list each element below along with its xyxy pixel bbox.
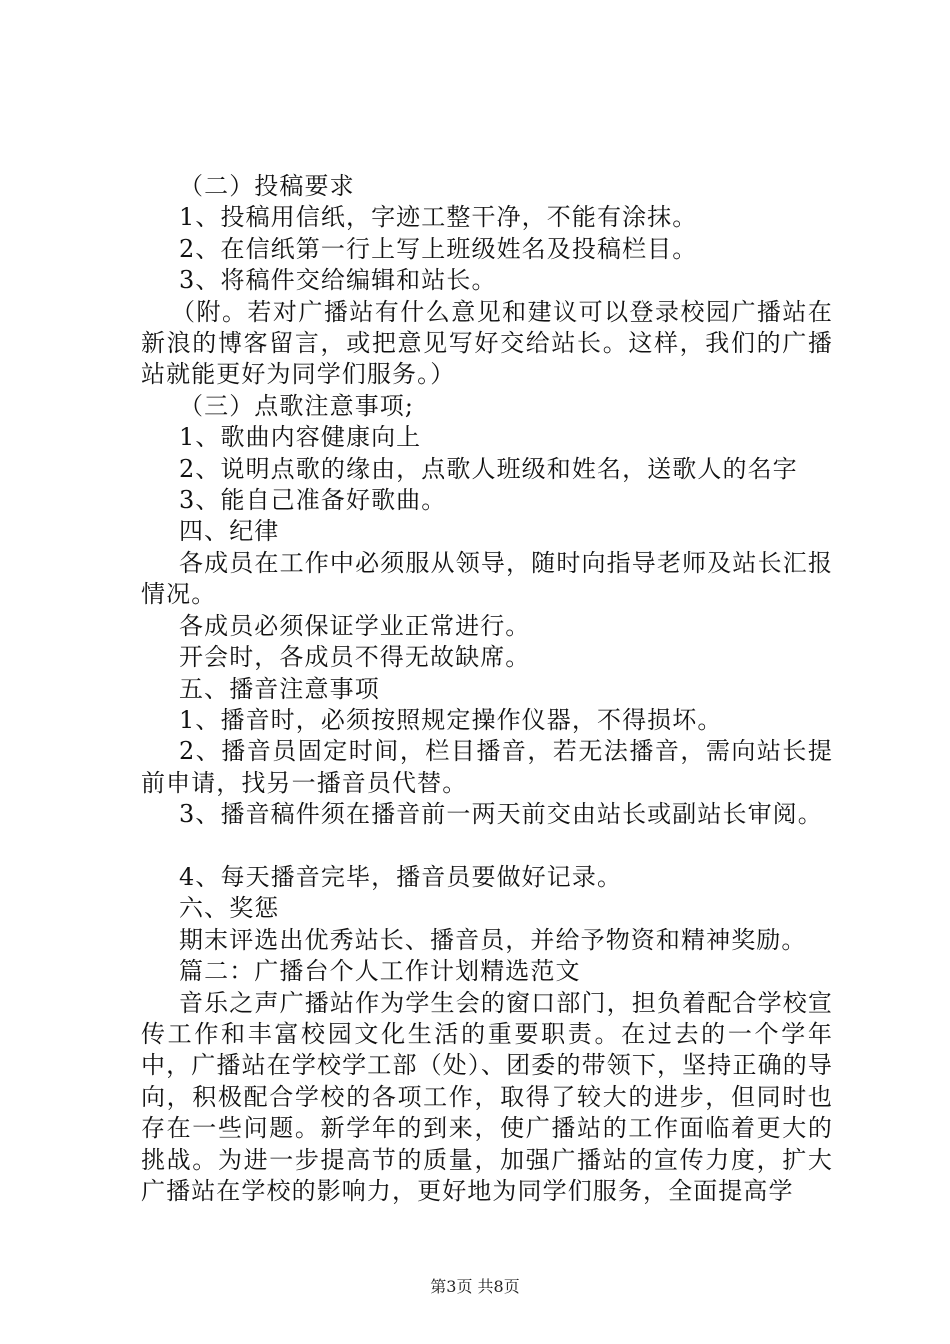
paragraph-16: 3、播音稿件须在播音前一两天前交由站长或副站长审阅。: [179, 800, 823, 829]
paragraph-7: 2、说明点歌的缘由，点歌人班级和姓名，送歌人的名字: [179, 454, 798, 483]
paragraph-1: 1、投稿用信纸，字迹工整干净，不能有涂抹。: [179, 203, 698, 232]
paragraph-9: 四、纪律: [179, 517, 280, 546]
blank-line: [141, 831, 833, 862]
paragraph-12: 开会时，各成员不得无故缺席。: [179, 643, 531, 672]
paragraph-0: （二）投稿要求: [179, 172, 355, 200]
paragraph-14: 1、播音时，必须按照规定操作仪器，不得损坏。: [179, 705, 723, 734]
paragraph-21: 篇二：广播台个人工作计划精选范文: [179, 957, 581, 986]
paragraph-15: 2、播音员固定时间，栏目播音，若无法播音，需向站长提前申请，找另一播音员代替。: [141, 737, 833, 797]
paragraph-4: （附。若对广播站有什么意见和建议可以登录校园广播站在新浪的博客留言，或把意见写好交给站长。这样，我们的广播站就能更好为同学们服务。）: [141, 297, 833, 389]
paragraph-11: 各成员必须保证学业正常进行。: [179, 611, 531, 640]
paragraph-13: 五、播音注意事项: [179, 674, 380, 703]
paragraph-19: 六、奖惩: [179, 894, 280, 923]
paragraph-22: 音乐之声广播站作为学生会的窗口部门，担负着配合学校宣传工作和丰富校园文化生活的重要职责。在过去的一个学年中，广播站在学校学工部（处）、团委的带领下，坚持正确的导向，积极配合学校的各项工作，取得了较大的进步，但同时也存在一些问题。新学年的到来，使广播站的工作面临着更大的挑战。为进一步提高节的质量，加强广播站的宣传力度，扩大广播站在学校的影响力，更好地为同学们服务，全面提高学: [141, 988, 833, 1205]
paragraph-3: 3、将稿件交给编辑和站长。: [179, 266, 497, 295]
paragraph-5: （三）点歌注意事项;: [179, 391, 415, 420]
document-body: [141, 171, 833, 1207]
paragraph-8: 3、能自己准备好歌曲。: [179, 486, 447, 515]
paragraph-18: 4、每天播音完毕，播音员要做好记录。: [179, 862, 623, 891]
page-number-footer: 第3页 共8页: [430, 1277, 520, 1296]
paragraph-6: 1、歌曲内容健康向上: [179, 423, 422, 452]
paragraph-20: 期末评选出优秀站长、播音员，并给予物资和精神奖励。: [179, 925, 807, 954]
paragraph-2: 2、在信纸第一行上写上班级姓名及投稿栏目。: [179, 234, 698, 263]
paragraph-10: 各成员在工作中必须服从领导，随时向指导老师及站长汇报情况。: [141, 548, 833, 609]
